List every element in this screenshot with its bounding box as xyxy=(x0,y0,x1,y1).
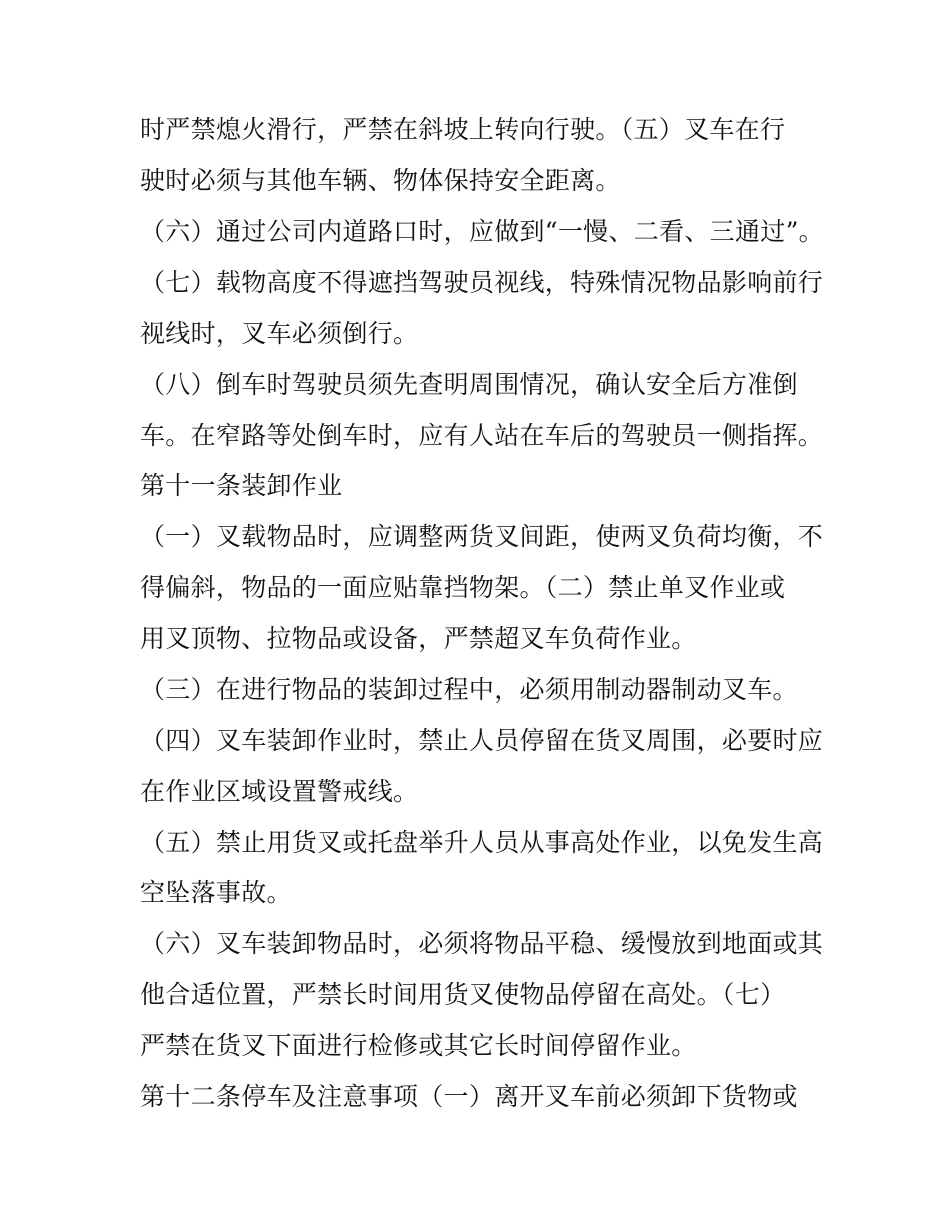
text-line: （四）叉车装卸作业时，禁止人员停留在货叉周围，必要时应 xyxy=(140,726,824,755)
text-line: 视线时，叉车必须倒行。 xyxy=(140,319,419,348)
text-line: 他合适位置，严禁长时间用货叉使物品停留在高处。（七） xyxy=(140,980,786,1009)
text-line: 严禁在货叉下面进行检修或其它长时间停留作业。 xyxy=(140,1031,697,1060)
text-line: （一）叉载物品时，应调整两货叉间距，使两叉负荷均衡，不 xyxy=(140,522,824,551)
text-line: （五）禁止用货叉或托盘举升人员从事高处作业，以免发生高 xyxy=(140,828,824,857)
section-heading: 第十一条装卸作业 xyxy=(140,471,343,500)
text-line: 得偏斜，物品的一面应贴靠挡物架。（二）禁止单叉作业或 xyxy=(140,573,786,602)
text-line: 空坠落事故。 xyxy=(140,878,292,907)
text-line: （六）通过公司内道路口时，应做到“一慢、二看、三通过”。 xyxy=(140,217,824,246)
text-line: 车。在窄路等处倒车时，应有人站在车后的驾驶员一侧指挥。 xyxy=(140,421,824,450)
text-line: （七）载物高度不得遮挡驾驶员视线，特殊情况物品影响前行 xyxy=(140,268,824,297)
text-line: （六）叉车装卸物品时，必须将物品平稳、缓慢放到地面或其 xyxy=(140,929,824,958)
text-line: （三）在进行物品的装卸过程中，必须用制动器制动叉车。 xyxy=(140,675,798,704)
text-line: 用叉顶物、拉物品或设备，严禁超叉车负荷作业。 xyxy=(140,624,697,653)
section-heading: 第十二条停车及注意事项（一）离开叉车前必须卸下货物或 xyxy=(140,1082,798,1111)
text-line: 时严禁熄火滑行，严禁在斜坡上转向行驶。（五）叉车在行 xyxy=(140,115,786,144)
text-line: （八）倒车时驾驶员须先查明周围情况，确认安全后方准倒 xyxy=(140,370,798,399)
text-line: 驶时必须与其他车辆、物体保持安全距离。 xyxy=(140,166,621,195)
text-line: 在作业区域设置警戒线。 xyxy=(140,777,419,806)
